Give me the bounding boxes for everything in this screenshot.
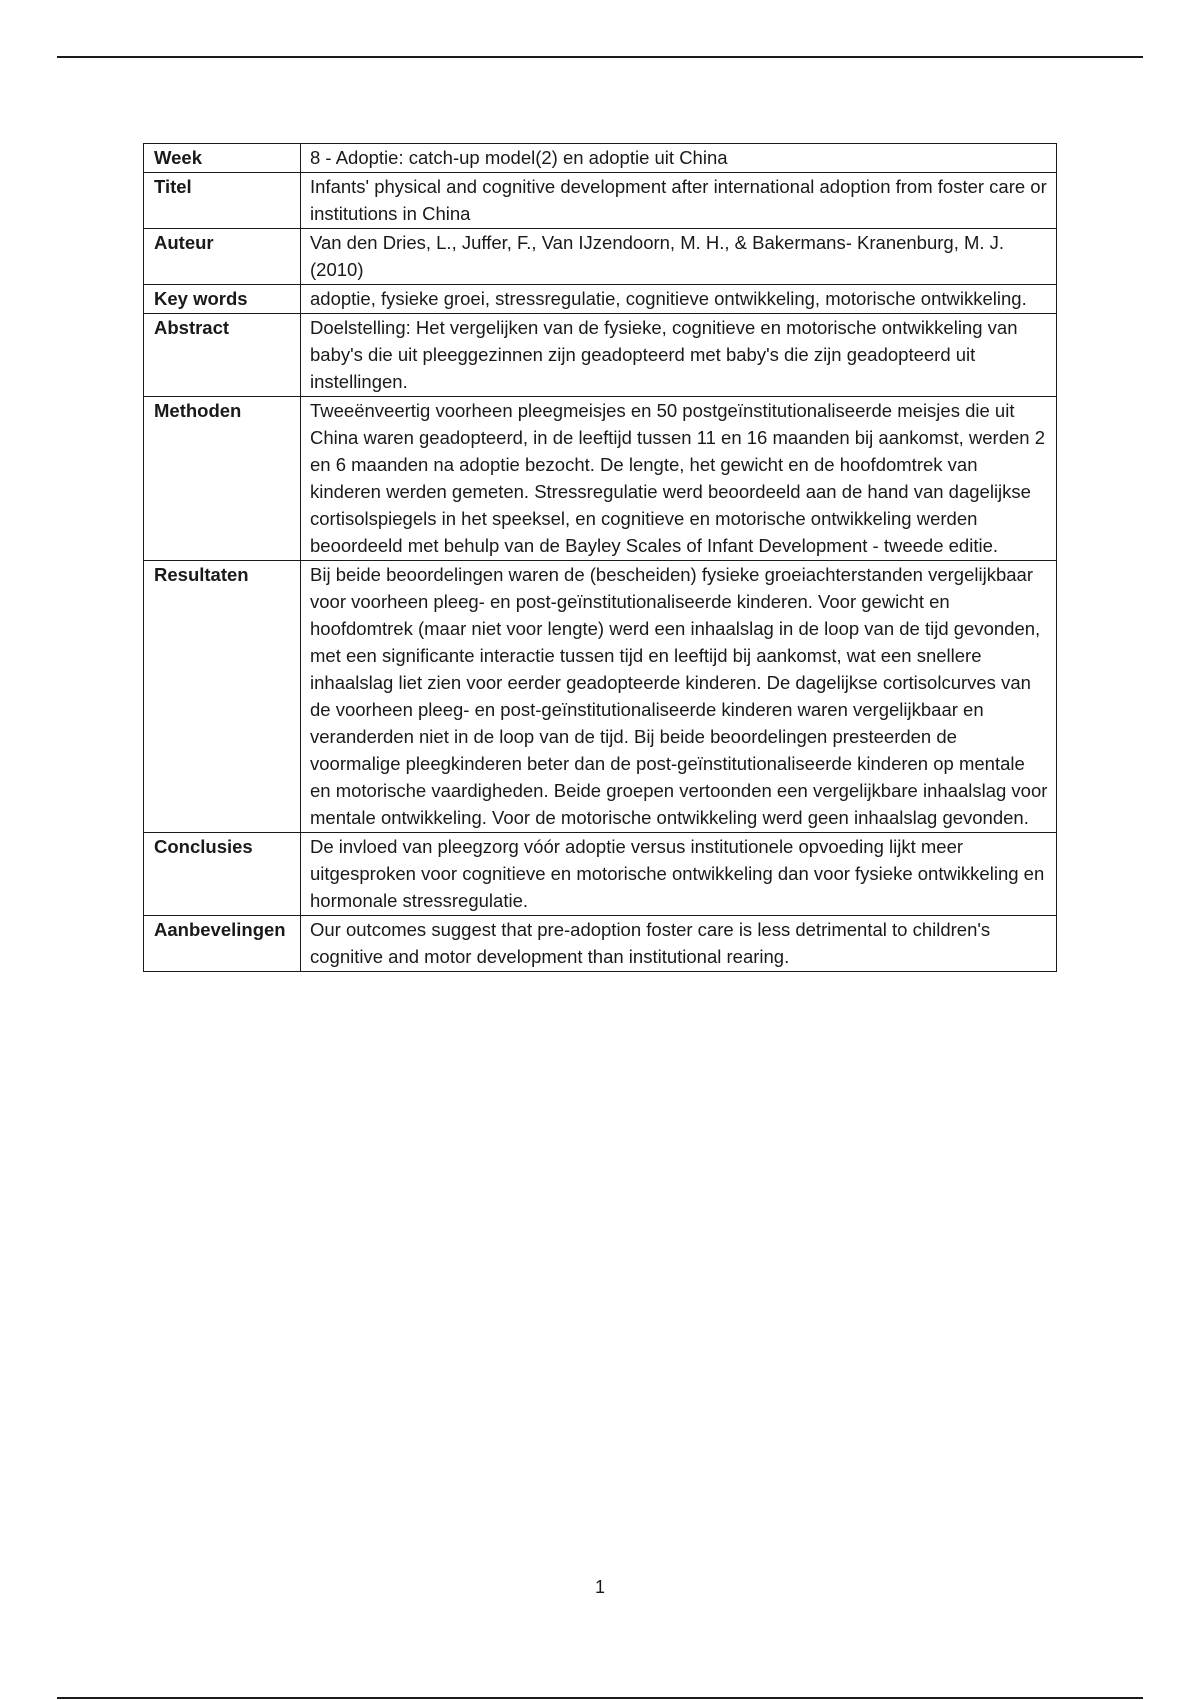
- footer-rule: [57, 1697, 1143, 1699]
- row-label: Auteur: [144, 229, 301, 285]
- row-label: Titel: [144, 173, 301, 229]
- page-number: 1: [594, 1577, 605, 1597]
- row-label: Methoden: [144, 397, 301, 561]
- table-row-auteur: [144, 229, 1057, 285]
- row-value: Our outcomes suggest that pre-adoption foster care is less detrimental to children's cognitive and motor development than institutional rearing.: [301, 916, 1057, 972]
- row-label: Week: [144, 144, 301, 173]
- row-label: Resultaten: [144, 561, 301, 833]
- row-value: Infants' physical and cognitive development after international adoption from foster care or institutions in China: [301, 173, 1057, 229]
- row-label: Conclusies: [144, 833, 301, 916]
- table-row-key-words: [144, 285, 1057, 314]
- table-row-titel: [144, 173, 1057, 229]
- summary-table: [143, 143, 1057, 972]
- row-value: Tweeënveertig voorheen pleegmeisjes en 50 postgeïnstitutionaliseerde meisjes die uit China waren geadopteerd, in de leeftijd tussen 11 en 16 maanden bij aankomst, werden 2 en 6 maanden na adoptie bezocht. De lengte, het gewicht en de hoofdomtrek van kinderen werden gemeten. Stressregulatie werd beoordeeld aan de hand van dagelijkse cortisolspiegels in het speeksel, en cognitieve en motorische ontwikkeling werden beoordeeld met behulp van de Bayley Scales of Infant Development - tweede editie.: [301, 397, 1057, 561]
- row-label: Abstract: [144, 314, 301, 397]
- table-row-aanbevelingen: [144, 916, 1057, 972]
- table-row-week: [144, 144, 1057, 173]
- row-label: Key words: [144, 285, 301, 314]
- row-value: Van den Dries, L., Juffer, F., Van IJzendoorn, M. H., & Bakermans- Kranenburg, M. J. (2010): [301, 229, 1057, 285]
- table-row-methoden: [144, 397, 1057, 561]
- header-rule: [57, 56, 1143, 58]
- row-value: Bij beide beoordelingen waren de (bescheiden) fysieke groeiachterstanden vergelijkbaar voor voorheen pleeg- en post-geïnstitutionaliseerde kinderen. Voor gewicht en hoofdomtrek (maar niet voor lengte) werd een inhaalslag in de loop van de tijd gevonden, met een significante interactie tussen tijd en leeftijd bij aankomst, wat een snellere inhaalslag liet zien voor eerder geadopteerde kinderen. De dagelijkse cortisolcurves van de voorheen pleeg- en post-geïnstitutionaliseerde kinderen waren vergelijkbaar en veranderden niet in de loop van de tijd. Bij beide beoordelingen presteerden de voormalige pleegkinderen beter dan de post-geïnstitutionaliseerde kinderen op mentale en motorische vaardigheden. Beide groepen vertoonden een vergelijkbare inhaalslag voor mentale ontwikkeling. Voor de motorische ontwikkeling werd geen inhaalslag gevonden.: [301, 561, 1057, 833]
- row-value: Doelstelling: Het vergelijken van de fysieke, cognitieve en motorische ontwikkeling van baby's die uit pleeggezinnen zijn geadopteerd met baby's die zijn geadopteerd uit instellingen.: [301, 314, 1057, 397]
- row-value: 8 - Adoptie: catch-up model(2) en adoptie uit China: [301, 144, 1057, 173]
- table-row-resultaten: [144, 561, 1057, 833]
- row-value: adoptie, fysieke groei, stressregulatie, cognitieve ontwikkeling, motorische ontwikkeling.: [301, 285, 1057, 314]
- table-row-abstract: [144, 314, 1057, 397]
- table-row-conclusies: [144, 833, 1057, 916]
- row-label: Aanbevelingen: [144, 916, 301, 972]
- row-value: De invloed van pleegzorg vóór adoptie versus institutionele opvoeding lijkt meer uitgesproken voor cognitieve en motorische ontwikkeling dan voor fysieke ontwikkeling en hormonale stressregulatie.: [301, 833, 1057, 916]
